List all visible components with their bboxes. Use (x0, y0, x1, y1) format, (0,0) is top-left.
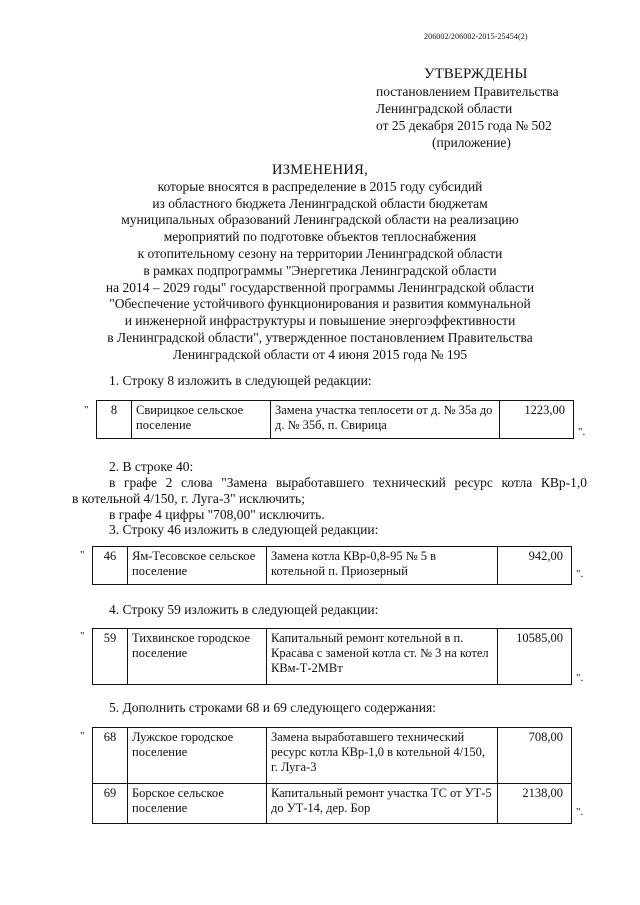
table-row (93, 547, 572, 585)
row-activity: Замена выработавшего технический ресурс котла КВр-1,0 в котельной 4/150, г. Луга-3 (267, 728, 498, 784)
heading-line: Ленинградской области от 4 июня 2015 года № 195 (172, 346, 468, 362)
row-municipality: Лужское городское поселение (128, 728, 267, 784)
row-municipality: Ям-Тесовское сельское поселение (128, 547, 267, 585)
row-number: 46 (93, 547, 128, 585)
quote-open: " (80, 549, 85, 561)
row-activity: Замена участка теплосети от д. № 35а до д. № 35б, п. Свирица (271, 401, 500, 439)
approval-title: УТВЕРЖДЕНЫ (424, 66, 528, 82)
heading-line: к отопительному сезону на территории Ленинградской области (137, 245, 503, 261)
item-5-text: 5. Дополнить строками 68 и 69 следующего содержания: (109, 700, 436, 715)
table-row-8 (96, 400, 574, 439)
heading-line: в рамках подпрограммы "Энергетика Ленинградской области (143, 262, 497, 278)
row-number: 59 (93, 629, 128, 685)
heading-line: на 2014 – 2029 годы" государственной программы Ленинградской области (105, 279, 535, 295)
row-amount: 2138,00 (498, 784, 572, 824)
table-row (93, 784, 572, 824)
quote-close: ". (576, 672, 584, 684)
table-row (97, 401, 574, 439)
approval-line: (приложение) (432, 135, 511, 150)
document-id: 206002/206002-2015-25454(2) (424, 32, 528, 41)
quote-open: " (80, 630, 85, 642)
table-row (93, 728, 572, 784)
heading-title: ИЗМЕНЕНИЯ, (271, 162, 369, 178)
table-row-46 (92, 546, 572, 585)
item-1-text: 1. Строку 8 изложить в следующей редакции: (109, 373, 372, 388)
approval-block (376, 66, 566, 151)
heading-line: муниципальных образований Ленинградской области на реализацию (121, 212, 519, 228)
approval-line: от 25 декабря 2015 года № 502 (376, 118, 552, 133)
table-row (93, 629, 572, 685)
item-2-text: 2. В строке 40: (109, 459, 194, 474)
heading-line: которые вносятся в распределение в 2015 году субсидий (157, 178, 483, 194)
heading-line: мероприятий по подготовке объектов теплоснабжения (163, 229, 477, 245)
row-amount: 1223,00 (500, 401, 574, 439)
heading-line: и инженерной инфраструктуры и повышение энергоэффективности (124, 313, 516, 329)
item-2-sub1: в графе 2 слова "Замена выработавшего технический ресурс котла КВр-1,0 (109, 475, 587, 490)
table-rows-68-69 (92, 727, 572, 824)
approval-line: постановлением Правительства (376, 84, 559, 99)
table-row-59 (92, 628, 572, 685)
row-activity: Капитальный ремонт котельной в п. Красава с заменой котла ст. № 3 на котел КВм-Т-2МВт (267, 629, 498, 685)
row-number: 68 (93, 728, 128, 784)
heading-line: в Ленинградской области", утвержденное постановлением Правительства (107, 329, 533, 345)
quote-close: ". (576, 806, 584, 818)
row-municipality: Борское сельское поселение (128, 784, 267, 824)
row-number: 69 (93, 784, 128, 824)
row-activity: Капитальный ремонт участка ТС от УТ-5 до УТ-14, дер. Бор (267, 784, 498, 824)
approval-line: Ленинградской области (376, 101, 513, 116)
document-heading (80, 162, 560, 364)
quote-close: ". (578, 426, 586, 438)
row-amount: 10585,00 (498, 629, 572, 685)
quote-open: " (80, 730, 85, 742)
heading-line: "Обеспечение устойчивого функционирования и развития коммунальной (109, 296, 531, 312)
item-4-text: 4. Строку 59 изложить в следующей редакции: (109, 602, 379, 617)
item-2-sub2: в графе 4 цифры "708,00" исключить. (109, 507, 325, 522)
quote-close: ". (576, 568, 584, 580)
row-municipality: Свирицкое сельское поселение (132, 401, 271, 439)
row-amount: 942,00 (498, 547, 572, 585)
row-activity: Замена котла КВр-0,8-95 № 5 в котельной п. Приозерный (267, 547, 498, 585)
row-amount: 708,00 (498, 728, 572, 784)
row-number: 8 (97, 401, 132, 439)
item-2-sub1-cont: в котельной 4/150, г. Луга-3" исключить; (72, 491, 305, 506)
row-municipality: Тихвинское городское поселение (128, 629, 267, 685)
quote-open: " (84, 404, 89, 416)
heading-line: из областного бюджета Ленинградской области бюджетам (152, 195, 488, 211)
item-3-text: 3. Строку 46 изложить в следующей редакции: (109, 522, 379, 537)
